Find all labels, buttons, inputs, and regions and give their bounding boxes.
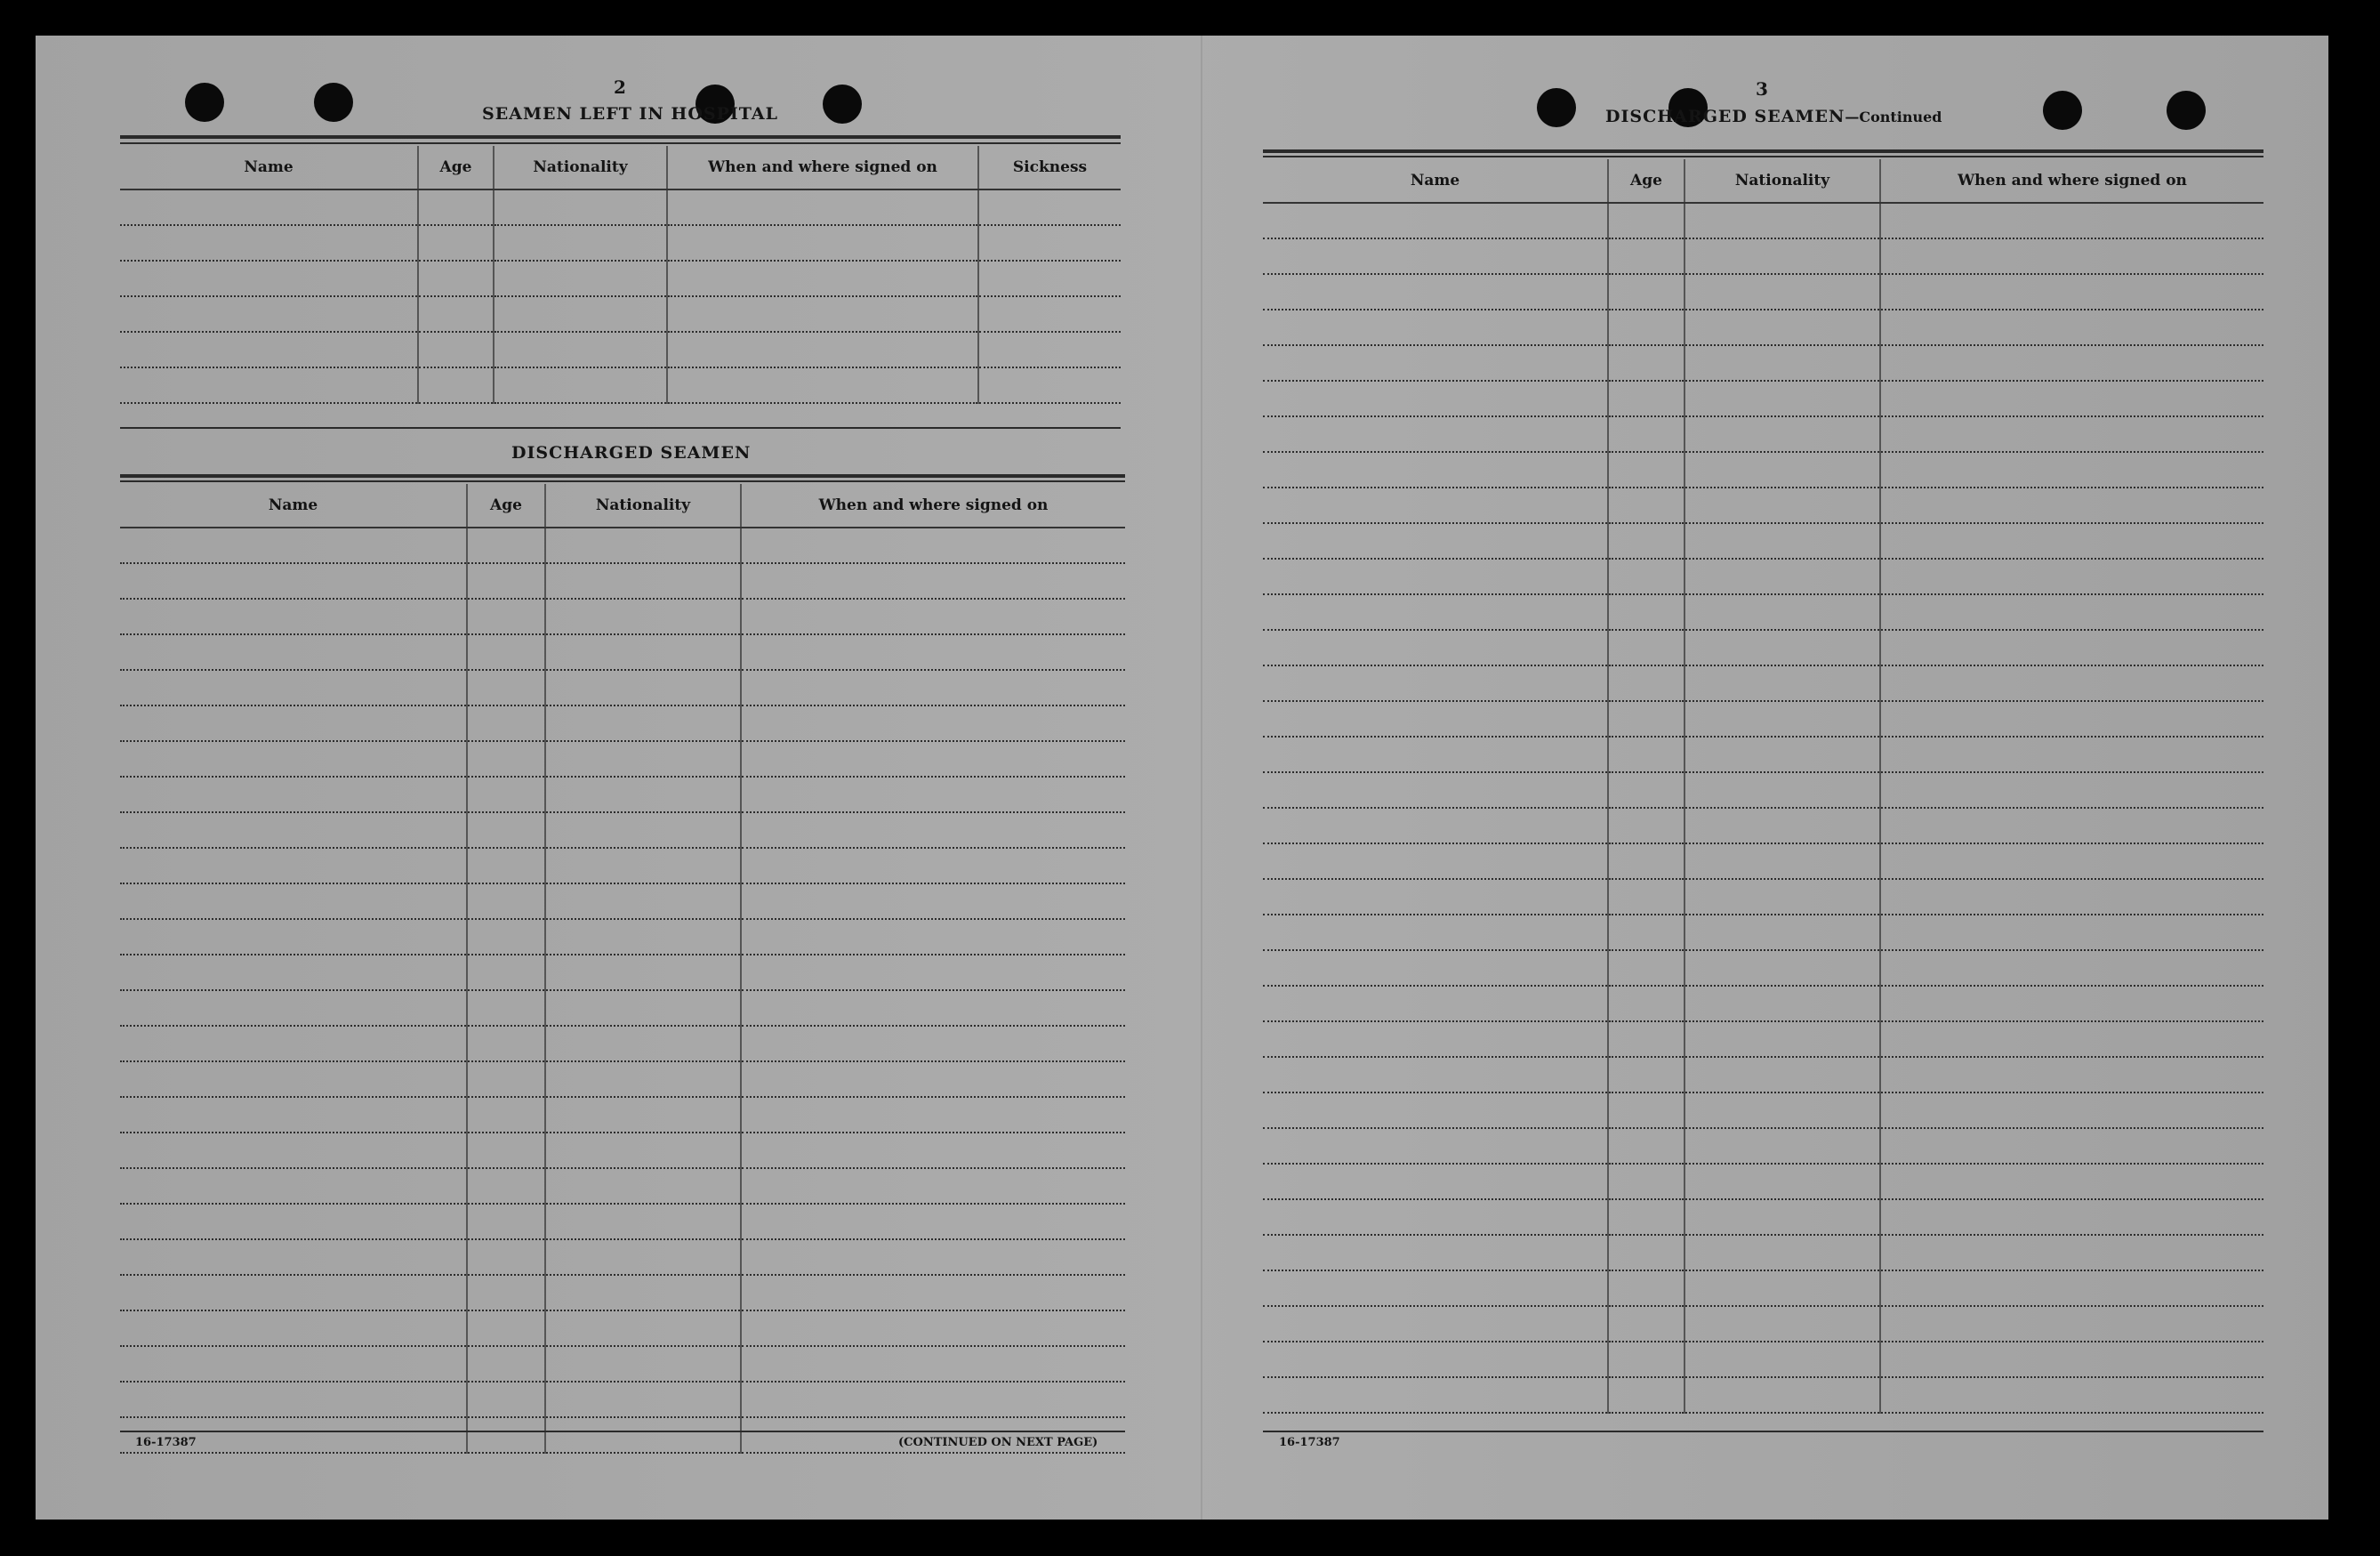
blank-cell bbox=[1608, 523, 1684, 559]
blank-cell bbox=[1608, 559, 1684, 594]
blank-cell bbox=[1608, 950, 1684, 986]
table-row bbox=[1263, 488, 2263, 523]
blank-cell bbox=[1880, 594, 2263, 630]
blank-cell bbox=[1684, 1021, 1880, 1057]
table-row bbox=[1263, 772, 2263, 808]
column-header-signed-on: When and where signed on bbox=[741, 484, 1125, 528]
blank-cell bbox=[1880, 523, 2263, 559]
blank-cell bbox=[1263, 310, 1608, 345]
blank-cell bbox=[1684, 879, 1880, 915]
blank-cell bbox=[1608, 381, 1684, 416]
blank-cell bbox=[1684, 1377, 1880, 1413]
blank-cell bbox=[1263, 1199, 1608, 1235]
column-header-name: Name bbox=[120, 146, 418, 189]
table-row bbox=[1263, 274, 2263, 310]
blank-cell bbox=[1684, 203, 1880, 238]
blank-cell bbox=[1608, 843, 1684, 879]
table-row bbox=[1263, 1342, 2263, 1377]
table-row bbox=[1263, 1377, 2263, 1413]
blank-cell bbox=[1263, 1377, 1608, 1413]
blank-cell bbox=[1608, 488, 1684, 523]
table-row bbox=[1263, 345, 2263, 381]
blank-cell bbox=[1263, 701, 1608, 737]
blank-cell bbox=[1684, 381, 1880, 416]
blank-cell bbox=[1880, 701, 2263, 737]
blank-cell bbox=[1608, 310, 1684, 345]
document-sheet bbox=[36, 36, 2328, 1520]
blank-cell bbox=[1684, 665, 1880, 701]
table-row bbox=[1263, 808, 2263, 843]
blank-cell bbox=[1263, 452, 1608, 488]
blank-cell bbox=[1684, 737, 1880, 772]
blank-cell bbox=[1608, 808, 1684, 843]
blank-cell bbox=[1608, 1021, 1684, 1057]
column-header-age: Age bbox=[1608, 159, 1684, 203]
blank-cell bbox=[1684, 310, 1880, 345]
blank-cell bbox=[1608, 1306, 1684, 1342]
table-row bbox=[1263, 1199, 2263, 1235]
blank-cell bbox=[1263, 416, 1608, 452]
blank-cell bbox=[1608, 1235, 1684, 1270]
blank-cell bbox=[1263, 203, 1608, 238]
blank-cell bbox=[1608, 345, 1684, 381]
discharged-section-title: DISCHARGED SEAMEN bbox=[511, 443, 752, 463]
blank-cell bbox=[1608, 1199, 1684, 1235]
table-row bbox=[1263, 1128, 2263, 1164]
blank-cell bbox=[1608, 772, 1684, 808]
title-main: DISCHARGED SEAMEN bbox=[1605, 107, 1845, 126]
blank-cell bbox=[1684, 559, 1880, 594]
blank-cell bbox=[1880, 203, 2263, 238]
blank-cell bbox=[1880, 665, 2263, 701]
header-rule bbox=[1263, 149, 2263, 153]
blank-cell bbox=[1263, 808, 1608, 843]
table-row bbox=[1263, 416, 2263, 452]
table-row bbox=[1263, 381, 2263, 416]
blank-cell bbox=[1608, 416, 1684, 452]
blank-cell bbox=[1880, 1342, 2263, 1377]
blank-cell bbox=[1263, 1235, 1608, 1270]
blank-cell bbox=[1684, 1270, 1880, 1306]
table-row bbox=[1263, 203, 2263, 238]
blank-cell bbox=[1263, 772, 1608, 808]
table-row bbox=[1263, 238, 2263, 274]
blank-cell bbox=[1880, 1199, 2263, 1235]
blank-cell bbox=[1263, 843, 1608, 879]
table-row bbox=[1263, 879, 2263, 915]
blank-cell bbox=[1880, 238, 2263, 274]
column-header-age: Age bbox=[418, 146, 494, 189]
blank-cell bbox=[1263, 559, 1608, 594]
blank-cell bbox=[1608, 1164, 1684, 1199]
blank-cell bbox=[1263, 1092, 1608, 1128]
table-row bbox=[1263, 1306, 2263, 1342]
blank-cell bbox=[1263, 274, 1608, 310]
blank-cell bbox=[1684, 274, 1880, 310]
blank-cell bbox=[1263, 1128, 1608, 1164]
blank-cell bbox=[1880, 772, 2263, 808]
blank-cell bbox=[1608, 274, 1684, 310]
blank-cell bbox=[1880, 843, 2263, 879]
blank-cell bbox=[1263, 523, 1608, 559]
blank-cell bbox=[1880, 1306, 2263, 1342]
blank-cell bbox=[1608, 665, 1684, 701]
blank-cell bbox=[1263, 1270, 1608, 1306]
table-row bbox=[1263, 594, 2263, 630]
table-row bbox=[1263, 737, 2263, 772]
page-number: 2 bbox=[614, 77, 626, 98]
blank-cell bbox=[1263, 879, 1608, 915]
table-row bbox=[1263, 843, 2263, 879]
blank-cell bbox=[1608, 737, 1684, 772]
blank-cell bbox=[1684, 1306, 1880, 1342]
header-rule bbox=[1263, 156, 2263, 157]
column-header-signed-on: When and where signed on bbox=[1880, 159, 2263, 203]
blank-cell bbox=[1684, 808, 1880, 843]
blank-cell bbox=[1880, 1057, 2263, 1092]
right-page bbox=[36, 36, 2328, 1520]
blank-cell bbox=[1880, 915, 2263, 950]
column-header-nationality: Nationality bbox=[494, 146, 667, 189]
blank-cell bbox=[1880, 737, 2263, 772]
blank-cell bbox=[1263, 381, 1608, 416]
table-row bbox=[1263, 559, 2263, 594]
table-row bbox=[1263, 915, 2263, 950]
column-header-nationality: Nationality bbox=[545, 484, 741, 528]
table-row bbox=[1263, 950, 2263, 986]
blank-cell bbox=[1608, 630, 1684, 665]
continued-note: (CONTINUED ON NEXT PAGE) bbox=[898, 1436, 1098, 1449]
blank-cell bbox=[1880, 452, 2263, 488]
blank-cell bbox=[1880, 630, 2263, 665]
blank-cell bbox=[1608, 701, 1684, 737]
blank-cell bbox=[1608, 1270, 1684, 1306]
blank-cell bbox=[1263, 1342, 1608, 1377]
blank-cell bbox=[1684, 630, 1880, 665]
blank-cell bbox=[1684, 416, 1880, 452]
blank-cell bbox=[1684, 1199, 1880, 1235]
blank-cell bbox=[1684, 238, 1880, 274]
blank-cell bbox=[1684, 1164, 1880, 1199]
blank-cell bbox=[1880, 1021, 2263, 1057]
blank-cell bbox=[1880, 879, 2263, 915]
table-row bbox=[1263, 1057, 2263, 1092]
blank-cell bbox=[1263, 1021, 1608, 1057]
blank-cell bbox=[1263, 665, 1608, 701]
blank-cell bbox=[1880, 1128, 2263, 1164]
blank-cell bbox=[1263, 488, 1608, 523]
column-header-sickness: Sickness bbox=[978, 146, 1121, 189]
blank-cell bbox=[1608, 203, 1684, 238]
blank-cell bbox=[1880, 416, 2263, 452]
blank-cell bbox=[1263, 238, 1608, 274]
blank-cell bbox=[1608, 238, 1684, 274]
blank-cell bbox=[1608, 915, 1684, 950]
blank-cell bbox=[1684, 452, 1880, 488]
blank-cell bbox=[1880, 986, 2263, 1021]
blank-cell bbox=[1684, 345, 1880, 381]
blank-cell bbox=[1608, 594, 1684, 630]
blank-cell bbox=[1880, 559, 2263, 594]
blank-cell bbox=[1263, 630, 1608, 665]
hospital-section-title: SEAMEN LEFT IN HOSPITAL bbox=[482, 104, 778, 124]
blank-cell bbox=[1684, 915, 1880, 950]
form-number: 16-17387 bbox=[1279, 1436, 1340, 1449]
blank-cell bbox=[1880, 1164, 2263, 1199]
blank-cell bbox=[1684, 950, 1880, 986]
column-header-nationality: Nationality bbox=[1684, 159, 1880, 203]
column-header-name: Name bbox=[120, 484, 467, 528]
column-header-age: Age bbox=[467, 484, 545, 528]
table-row bbox=[1263, 665, 2263, 701]
blank-cell bbox=[1880, 950, 2263, 986]
blank-cell bbox=[1684, 843, 1880, 879]
discharged-continued-table bbox=[1263, 159, 2263, 1414]
blank-cell bbox=[1684, 1128, 1880, 1164]
blank-cell bbox=[1880, 1092, 2263, 1128]
blank-cell bbox=[1263, 594, 1608, 630]
blank-cell bbox=[1263, 950, 1608, 986]
column-header-name: Name bbox=[1263, 159, 1608, 203]
discharged-continued-title bbox=[1605, 107, 1942, 126]
blank-cell bbox=[1608, 1377, 1684, 1413]
blank-cell bbox=[1684, 594, 1880, 630]
page-number: 3 bbox=[1756, 78, 1768, 100]
table-row bbox=[1263, 1092, 2263, 1128]
table-row bbox=[1263, 630, 2263, 665]
table-row bbox=[1263, 701, 2263, 737]
blank-cell bbox=[1263, 1164, 1608, 1199]
blank-cell bbox=[1880, 381, 2263, 416]
blank-cell bbox=[1263, 345, 1608, 381]
blank-cell bbox=[1684, 1092, 1880, 1128]
blank-cell bbox=[1608, 1092, 1684, 1128]
footer-rule bbox=[1263, 1431, 2263, 1432]
form-number: 16-17387 bbox=[135, 1436, 197, 1449]
blank-cell bbox=[1263, 1306, 1608, 1342]
blank-cell bbox=[1684, 1235, 1880, 1270]
blank-cell bbox=[1684, 986, 1880, 1021]
table-row bbox=[1263, 1021, 2263, 1057]
blank-cell bbox=[1608, 879, 1684, 915]
title-suffix: —Continued bbox=[1845, 109, 1942, 125]
table-row bbox=[1263, 1235, 2263, 1270]
table-row bbox=[1263, 1164, 2263, 1199]
blank-cell bbox=[1880, 345, 2263, 381]
blank-cell bbox=[1880, 1377, 2263, 1413]
blank-cell bbox=[1684, 523, 1880, 559]
blank-cell bbox=[1880, 274, 2263, 310]
blank-cell bbox=[1608, 1128, 1684, 1164]
blank-cell bbox=[1608, 1342, 1684, 1377]
blank-cell bbox=[1608, 1057, 1684, 1092]
blank-cell bbox=[1684, 1342, 1880, 1377]
blank-cell bbox=[1684, 1057, 1880, 1092]
blank-cell bbox=[1608, 986, 1684, 1021]
table-row bbox=[1263, 310, 2263, 345]
table-row bbox=[1263, 523, 2263, 559]
blank-cell bbox=[1263, 915, 1608, 950]
blank-cell bbox=[1684, 701, 1880, 737]
blank-cell bbox=[1880, 808, 2263, 843]
table-row bbox=[1263, 452, 2263, 488]
table-row bbox=[1263, 986, 2263, 1021]
blank-cell bbox=[1880, 310, 2263, 345]
blank-cell bbox=[1608, 452, 1684, 488]
blank-cell bbox=[1880, 1270, 2263, 1306]
blank-cell bbox=[1880, 1235, 2263, 1270]
blank-cell bbox=[1263, 986, 1608, 1021]
table-row bbox=[1263, 1270, 2263, 1306]
blank-cell bbox=[1684, 772, 1880, 808]
blank-cell bbox=[1880, 488, 2263, 523]
blank-cell bbox=[1263, 737, 1608, 772]
blank-cell bbox=[1684, 488, 1880, 523]
blank-cell bbox=[1263, 1057, 1608, 1092]
column-header-signed-on: When and where signed on bbox=[667, 146, 978, 189]
